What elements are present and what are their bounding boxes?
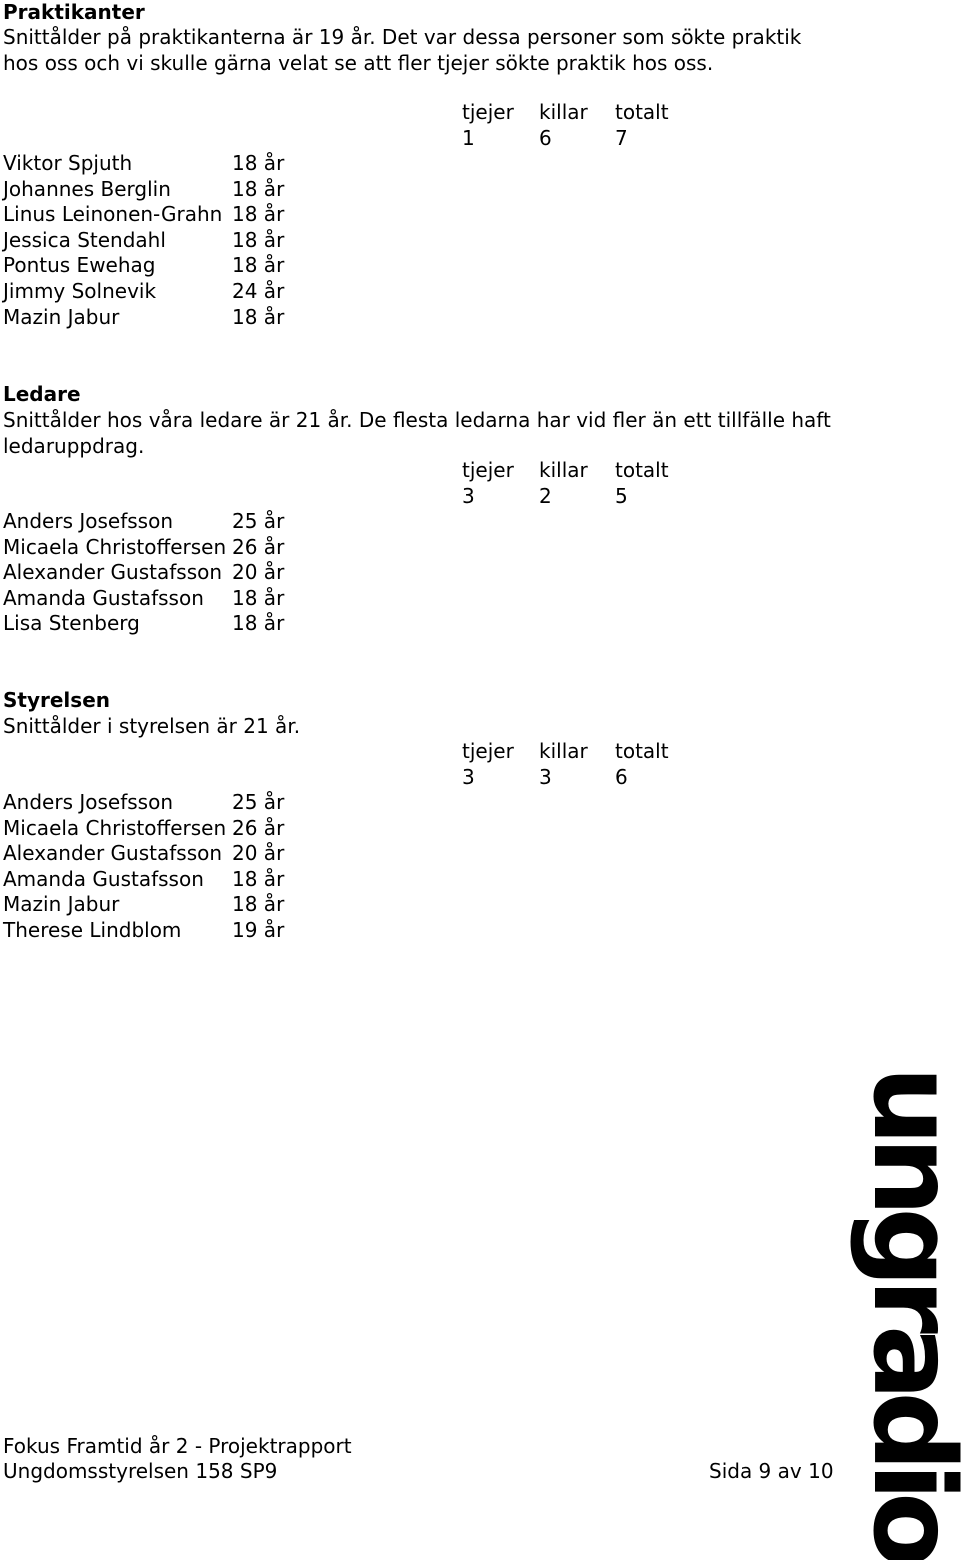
person-name: Alexander Gustafsson [3,560,223,585]
person-age: 20 år [232,560,285,585]
person-age: 25 år [232,790,285,814]
person-name: Micaela Christoffersen [3,534,227,559]
person-age: 18 år [232,151,285,175]
stats-value-killar: 2 [539,483,552,508]
person-age: 19 år [232,918,285,942]
person-name: Lisa Stenberg [3,611,140,636]
section-intro-ledare: Snittålder hos våra ledare är 21 år. De flesta ledarna har vid fler än ett tillfälle haft ledaruppdrag. [3,408,831,458]
person-age: 25 år [232,509,285,533]
logo-wordmark: ungradio [848,1066,978,1560]
stats-value-totalt: 5 [615,483,628,508]
person-name: Johannes Berglin [3,176,171,201]
person-name: Jessica Stendahl [3,227,166,252]
section-heading-praktikanter: Praktikanter [3,0,145,24]
stats-header-tjejer: tjejer [462,100,514,124]
stats-value-tjejer: 1 [462,125,475,150]
footer-organization: Ungdomsstyrelsen 158 SP9 [3,1459,278,1483]
person-age: 18 år [232,585,285,610]
stats-header-tjejer: tjejer [462,458,514,482]
person-name: Viktor Spjuth [3,151,133,175]
section-intro-styrelsen: Snittålder i styrelsen är 21 år. [3,714,301,738]
stats-value-totalt: 7 [615,125,628,150]
stats-header-killar: killar [539,458,588,482]
person-age: 20 år [232,841,285,866]
section-heading-ledare: Ledare [3,382,81,406]
section-heading-styrelsen: Styrelsen [3,688,110,712]
person-name: Therese Lindblom [3,918,182,942]
person-age: 18 år [232,304,285,329]
section-intro-praktikanter: Snittålder på praktikanterna är 19 år. Det var dessa personer som sökte praktik hos oss och vi skulle gärna velat se att fler tjejer sökte praktik hos oss. [3,25,802,75]
stats-value-totalt: 6 [615,764,628,789]
person-age: 26 år [232,534,285,559]
stats-header-killar: killar [539,100,588,124]
stats-value-killar: 6 [539,125,552,150]
person-age: 18 år [232,892,285,917]
stats-header-totalt: totalt [615,458,669,482]
person-name: Micaela Christoffersen [3,815,227,840]
person-name: Alexander Gustafsson [3,841,223,866]
person-name: Mazin Jabur [3,892,120,917]
footer-report-title: Fokus Framtid år 2 - Projektrapport [3,1434,352,1458]
stats-header-killar: killar [539,739,588,763]
person-name: Pontus Ewehag [3,253,156,278]
stats-value-killar: 3 [539,764,552,789]
person-name: Amanda Gustafsson [3,866,204,891]
footer-page-number: Sida 9 av 10 [709,1459,834,1483]
person-name: Amanda Gustafsson [3,585,204,610]
person-name: Anders Josefsson [3,509,174,533]
person-age: 24 år [232,279,285,303]
person-name: Anders Josefsson [3,790,174,814]
person-name: Linus Leinonen-Grahn [3,202,223,227]
person-age: 18 år [232,202,285,227]
ungradio-logo [848,1066,978,1560]
stats-header-totalt: totalt [615,739,669,763]
person-age: 18 år [232,176,285,201]
person-age: 26 år [232,815,285,840]
person-age: 18 år [232,253,285,278]
stats-value-tjejer: 3 [462,483,475,508]
person-age: 18 år [232,866,285,891]
stats-value-tjejer: 3 [462,764,475,789]
person-age: 18 år [232,611,285,636]
stats-header-totalt: totalt [615,100,669,124]
person-name: Jimmy Solnevik [3,279,157,303]
stats-header-tjejer: tjejer [462,739,514,763]
person-name: Mazin Jabur [3,304,120,329]
person-age: 18 år [232,227,285,252]
